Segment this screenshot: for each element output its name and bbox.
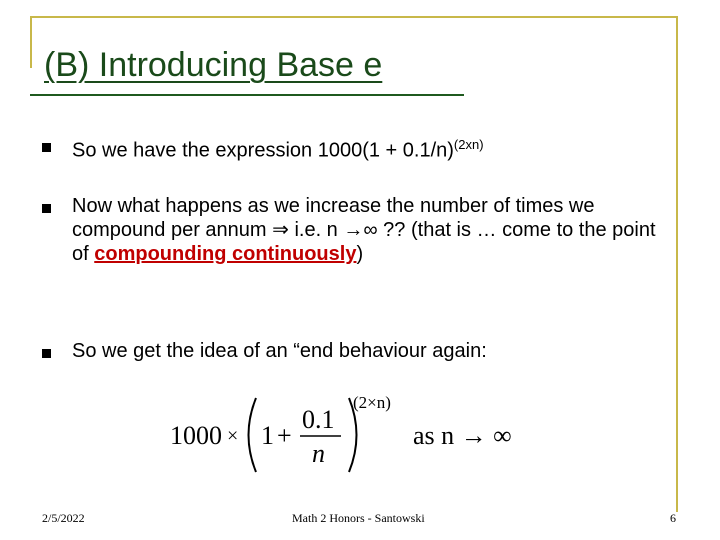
fraction-denominator: n bbox=[312, 439, 325, 468]
formula-one: 1 bbox=[261, 421, 274, 450]
times-sign: × bbox=[227, 425, 239, 447]
title-underline bbox=[30, 94, 464, 96]
bullet-text-3: So we get the idea of an “end behaviour again: bbox=[72, 340, 487, 362]
frame-top-border bbox=[30, 16, 678, 18]
formula-limit: as n → ∞ bbox=[413, 421, 512, 450]
footer-page-number: 6 bbox=[670, 511, 676, 525]
formula-exponent: (2×n) bbox=[353, 393, 391, 412]
bullet-marker-2 bbox=[42, 204, 51, 213]
bullet-1-main: So we have the expression 1000(1 + 0.1/n) bbox=[72, 139, 454, 162]
bullet-text-2 bbox=[72, 194, 672, 266]
bullet-marker-3 bbox=[42, 349, 51, 358]
bullet-text-1 bbox=[72, 133, 672, 163]
bullet-2-part2: ) bbox=[356, 243, 364, 265]
footer-course: Math 2 Honors - Santowski bbox=[292, 511, 425, 525]
footer-date: 2/5/2022 bbox=[42, 511, 85, 525]
plus-sign: + bbox=[277, 421, 292, 450]
frame-left-border bbox=[30, 16, 32, 68]
bullet-marker-1 bbox=[42, 143, 51, 152]
left-paren bbox=[249, 398, 257, 472]
limit-formula bbox=[165, 390, 545, 480]
fraction-numerator: 0.1 bbox=[302, 405, 335, 434]
bullet-1-exponent: (2xn) bbox=[453, 137, 484, 152]
slide-title: (B) Introducing Base e bbox=[44, 46, 383, 84]
bullet-2-part1: Now what happens as we increase the number of times we compound per annum ⇒ i.e. n →∞ ?? (that is … come to the point of bbox=[72, 195, 656, 265]
bullet-2-emphasis: compounding continuously bbox=[94, 243, 357, 265]
frame-right-border bbox=[676, 16, 678, 512]
formula-coefficient: 1000 bbox=[170, 421, 222, 450]
